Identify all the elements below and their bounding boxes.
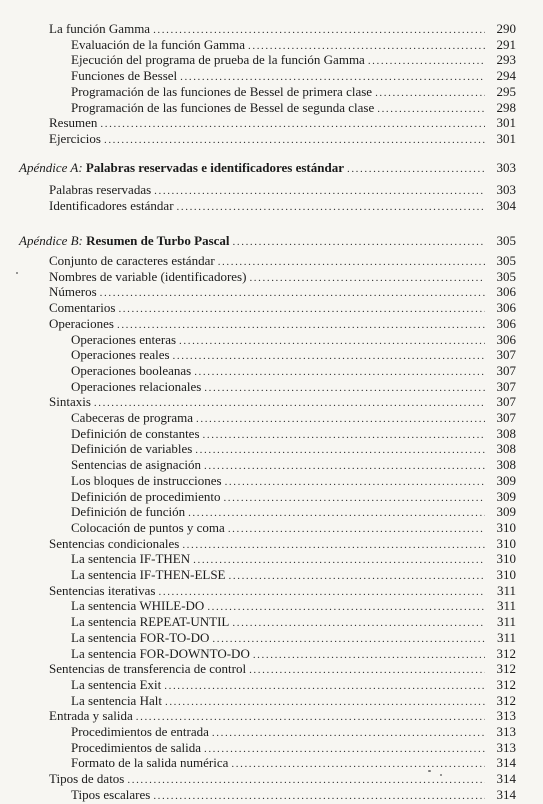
toc-entry-title: Formato de la salida numérica: [71, 755, 229, 771]
toc-entry-sentencias-iterativas: [49, 583, 516, 600]
page-number: 305: [496, 233, 516, 248]
toc-entry-operaciones-booleanas: [71, 363, 516, 380]
toc-entry-la-sentencia-for-to-do: [71, 630, 516, 647]
page-number: 306: [496, 331, 516, 347]
toc-entry-sentencias-de-transferencia-de-control: [49, 661, 516, 678]
toc-entry-title: Operaciones relacionales: [71, 378, 202, 394]
toc-entry-title: Sentencias de asignación: [71, 457, 201, 473]
page-number: 314: [496, 755, 516, 771]
toc-entry-title: La sentencia FOR-TO-DO: [71, 629, 210, 645]
appendix-b-title: [19, 233, 230, 248]
toc-entry-title: La sentencia WHILE-DO: [71, 598, 205, 614]
toc-entry-definicion-de-funcion: [71, 504, 516, 521]
page-number: 311: [496, 629, 516, 645]
page-number: 303: [496, 182, 516, 197]
toc-entry-title: Operaciones booleanas: [71, 362, 192, 378]
toc-entry-title: Resumen: [49, 115, 98, 131]
page-number: 298: [496, 99, 516, 115]
page-number: 309: [496, 504, 516, 520]
toc-entry-resumen: [49, 115, 516, 132]
toc-entry-sentencias-de-asignacion: [71, 457, 516, 474]
toc-entry-title: Números: [49, 284, 97, 300]
toc-entry-title: La sentencia Exit: [71, 676, 162, 692]
toc-entry-title: Ejecución del programa de prueba de la función Gamma: [71, 52, 365, 68]
page-number: 314: [496, 771, 516, 787]
appendix-b-heading-text: Resumen de Turbo Pascal: [86, 233, 230, 248]
toc-entry-la-sentencia-halt: [71, 693, 516, 710]
dot-leader: [153, 789, 485, 804]
toc-entry-formato-de-la-salida-numerica: [71, 755, 516, 772]
appendix-b-label: Apéndice B:: [19, 233, 83, 248]
page-number: 308: [496, 457, 516, 473]
dot-leader: [347, 162, 485, 177]
toc-entry-title: Definición de constantes: [71, 425, 200, 441]
print-speck: [440, 774, 442, 776]
toc-entry-title: Operaciones reales: [71, 347, 170, 363]
page-number: 294: [496, 68, 516, 84]
toc-entry-programacion-de-las-funciones-de-bessel-de-segunda-clase: [71, 100, 516, 117]
page-number: 311: [496, 614, 516, 630]
toc-entry-la-sentencia-if-then: [71, 551, 516, 568]
page-number: 304: [496, 197, 516, 213]
page-number: 313: [496, 724, 516, 739]
page-number: 307: [496, 410, 516, 425]
toc-entry-colocacion-de-puntos-y-coma: [71, 520, 516, 537]
toc-entry-operaciones-relacionales: [71, 379, 516, 396]
toc-entry-operaciones-enteras: [71, 332, 516, 349]
toc-entry-la-funcion-gamma: [49, 21, 516, 38]
page-number: 305: [496, 253, 516, 268]
toc-entry-sintaxis: [49, 394, 516, 411]
toc-entry-title: Nombres de variable (identificadores): [49, 268, 247, 284]
page-number: 306: [496, 284, 516, 300]
toc-entry-title: La sentencia IF-THEN: [71, 551, 191, 567]
toc-entry-title: Procedimientos de entrada: [71, 724, 209, 739]
toc-entry-title: Operaciones enteras: [71, 331, 177, 347]
page-number: 306: [496, 315, 516, 331]
toc-entry-title: Sentencias iterativas: [49, 582, 156, 598]
toc-entry-entrada-y-salida: [49, 708, 516, 725]
toc-entry-comentarios: [49, 300, 516, 317]
toc-entry-tipos-escalares: [71, 787, 516, 804]
page-number: 290: [496, 21, 516, 36]
page-number: 311: [496, 598, 516, 614]
toc-entry-title: Sentencias condicionales: [49, 535, 180, 551]
toc-entry-operaciones-reales: [71, 347, 516, 364]
dot-leader: [233, 235, 485, 250]
page-number: 312: [496, 645, 516, 661]
toc-entry-title: Operaciones: [49, 315, 114, 331]
toc-entry-title: Entrada y salida: [49, 708, 133, 724]
page-number: 309: [496, 472, 516, 488]
page-number: 314: [496, 786, 516, 802]
appendix-b-heading: [19, 233, 516, 250]
toc-entry-funciones-de-bessel: [71, 68, 516, 85]
page-number: 311: [496, 582, 516, 598]
toc-entry-cabeceras-de-programa: [71, 410, 516, 427]
toc-entry-title: Cabeceras de programa: [71, 410, 193, 425]
toc-entry-title: Comentarios: [49, 300, 116, 316]
toc-entry-title: Evaluación de la función Gamma: [71, 36, 245, 52]
toc-entry-los-bloques-de-instrucciones: [71, 473, 516, 490]
toc-entry-title: Programación de las funciones de Bessel de primera clase: [71, 83, 373, 99]
page-number: 308: [496, 425, 516, 441]
appendix-a-label: Apéndice A:: [19, 160, 83, 175]
page-number: 305: [496, 268, 516, 284]
toc-entry-title: Funciones de Bessel: [71, 68, 178, 84]
toc-entry-title: Colocación de puntos y coma: [71, 519, 225, 535]
dot-leader: [177, 200, 485, 215]
print-speck: [428, 770, 431, 772]
toc-entry-la-sentencia-for-downto-do: [71, 646, 516, 663]
appendix-a-title: [19, 160, 344, 175]
toc-entry-la-sentencia-exit: [71, 677, 516, 694]
toc-entry-title: Definición de función: [71, 504, 186, 520]
page-number: 301: [496, 130, 516, 146]
toc-entry-title: La sentencia IF-THEN-ELSE: [71, 567, 226, 582]
page-number: 293: [496, 52, 516, 68]
toc-entry-la-sentencia-if-then-else: [71, 567, 516, 584]
toc-entry-programacion-de-las-funciones-de-bessel-de-primera-clase: [71, 84, 516, 101]
page-number: 312: [496, 661, 516, 677]
toc-entry-title: Sentencias de transferencia de control: [49, 661, 247, 677]
toc-entry-palabras-reservadas: [49, 182, 516, 199]
toc-entry-numeros: [49, 284, 516, 301]
toc-entry-identificadores-estandar: [49, 198, 516, 215]
page-number: 310: [496, 535, 516, 551]
toc-entry-title: Identificadores estándar: [49, 197, 174, 213]
toc-entry-title: Ejercicios: [49, 130, 101, 146]
toc-entry-title: Sintaxis: [49, 394, 91, 410]
page-number: 310: [496, 519, 516, 535]
toc-entry-la-sentencia-while-do: [71, 598, 516, 615]
toc-entry-definicion-de-variables: [71, 441, 516, 458]
toc-entry-ejercicios: [49, 131, 516, 148]
toc-entry-title: Definición de variables: [71, 441, 193, 457]
page-number: 310: [496, 551, 516, 567]
toc-entry-evaluacion-de-la-funcion-gamma: [71, 37, 516, 54]
toc-entry-ejecucion-del-programa-de-prueba-de-la-funcion-gamma: [71, 52, 516, 69]
toc-entry-title: La sentencia Halt: [71, 692, 162, 708]
toc-entry-title: Los bloques de instrucciones: [71, 472, 222, 488]
toc-entry-definicion-de-constantes: [71, 426, 516, 443]
page-number: 307: [496, 362, 516, 378]
toc-entry-title: La sentencia REPEAT-UNTIL: [71, 614, 230, 630]
page-number: 313: [496, 708, 516, 724]
page-number: 307: [496, 394, 516, 410]
appendix-a-heading: [19, 160, 516, 177]
toc-entry-conjunto-de-caracteres-estandar: [49, 253, 516, 270]
page-number: 295: [496, 83, 516, 99]
toc-entry-title: Programación de las funciones de Bessel de segunda clase: [71, 99, 375, 115]
toc-entry-la-sentencia-repeat-until: [71, 614, 516, 631]
toc-entry-title: La sentencia FOR-DOWNTO-DO: [71, 645, 250, 661]
page-number: 309: [496, 488, 516, 504]
page-number: 312: [496, 692, 516, 708]
toc-entry-procedimientos-de-salida: [71, 740, 516, 757]
toc-entry-operaciones: [49, 316, 516, 333]
toc-entry-sentencias-condicionales: [49, 536, 516, 553]
toc-entry-tipos-de-datos: [49, 771, 516, 788]
page-number: 307: [496, 378, 516, 394]
dot-leader: [104, 133, 485, 148]
toc-entry-title: La función Gamma: [49, 21, 151, 36]
appendix-a-heading-text: Palabras reservadas e identificadores estándar: [85, 160, 344, 175]
page-number: 308: [496, 441, 516, 457]
page-number: 306: [496, 300, 516, 316]
page-number: 303: [496, 160, 516, 175]
toc-entry-title: Procedimientos de salida: [71, 739, 201, 755]
toc-entry-procedimientos-de-entrada: [71, 724, 516, 741]
toc-entry-definicion-de-procedimiento: [71, 489, 516, 506]
page-number: 313: [496, 739, 516, 755]
page-number: 312: [496, 676, 516, 692]
toc-entry-title: Definición de procedimiento: [71, 488, 221, 504]
toc-entry-title: Tipos escalares: [71, 786, 151, 802]
page-number: 307: [496, 347, 516, 363]
page-number: 301: [496, 115, 516, 131]
toc-entry-title: Palabras reservadas: [49, 182, 152, 197]
print-speck: [16, 272, 18, 274]
page-number: 310: [496, 567, 516, 582]
toc-entry-nombres-de-variable-identificadores: [49, 269, 516, 286]
toc-entry-title: Tipos de datos: [49, 771, 125, 787]
toc-entry-title: Conjunto de caracteres estándar: [49, 253, 215, 268]
page-number: 291: [496, 36, 516, 52]
